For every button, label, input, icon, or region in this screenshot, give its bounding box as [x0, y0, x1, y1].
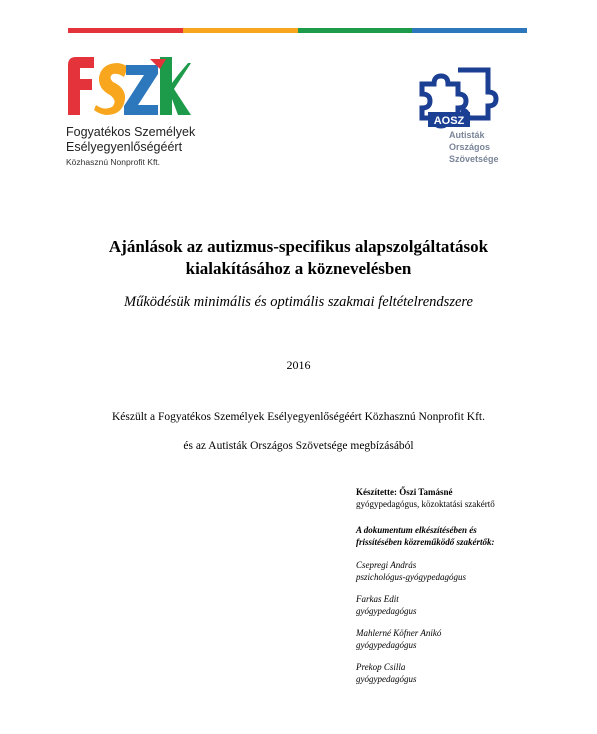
contributor-name: Csepregi András	[356, 560, 417, 570]
aosz-logo-text: AOSZ	[433, 115, 465, 127]
aosz-line3: Szövetsége	[449, 154, 499, 164]
contributor-role: pszichológus-gyógypedagógus	[356, 571, 466, 582]
contributor-role: gyógypedagógus	[356, 605, 417, 616]
contributor-role: gyógypedagógus	[356, 639, 417, 650]
fszk-name	[66, 125, 195, 169]
stripe-orange	[183, 28, 298, 33]
prepared-by-line2: és az Autisták Országos Szövetsége megbízásából	[183, 440, 414, 452]
fszk-logo	[66, 55, 191, 117]
aosz-line2: Országos	[449, 142, 491, 152]
contributors-heading-1: A dokumentum elkészítésében és	[356, 525, 477, 535]
aosz-puzzle-logo	[414, 66, 502, 130]
fszk-line3: Közhasznú Nonprofit Kft.	[66, 157, 161, 167]
aosz-name	[449, 129, 529, 165]
contributor-name: Mahlerné Köfner Anikó	[356, 628, 442, 638]
author-role: gyógypedagógus, közoktatási szakértő	[356, 498, 495, 509]
prepared-by-line1: Készült a Fogyatékos Személyek Esélyegyenlőségéért Közhasznú Nonprofit Kft.	[111, 411, 485, 423]
contributors-heading-2: frissítésében közreműködő szakértők:	[356, 536, 495, 547]
aosz-line1: Autisták	[449, 130, 485, 140]
color-stripe	[68, 28, 527, 33]
document-title	[0, 236, 597, 280]
fszk-line2: Esélyegyenlőségéért	[66, 140, 183, 154]
fszk-line1: Fogyatékos Személyek	[66, 125, 196, 139]
credits-block	[356, 487, 556, 685]
contributor-name: Prekop Csilla	[356, 662, 406, 672]
title-line1: Ajánlások az autizmus-specifikus alapszolgáltatások	[108, 237, 489, 256]
contributor-name: Farkas Edit	[356, 594, 399, 604]
title-line2: kialakításához a köznevelésben	[185, 259, 412, 278]
stripe-green	[298, 28, 413, 33]
publication-year: 2016	[286, 358, 311, 372]
author-label: Készítette: Őszi Tamásné	[356, 487, 453, 497]
stripe-red	[68, 28, 183, 33]
document-subtitle: Működésük minimális és optimális szakmai feltételrendszere	[124, 294, 473, 310]
stripe-blue	[412, 28, 527, 33]
contributor-role: gyógypedagógus	[356, 673, 417, 684]
